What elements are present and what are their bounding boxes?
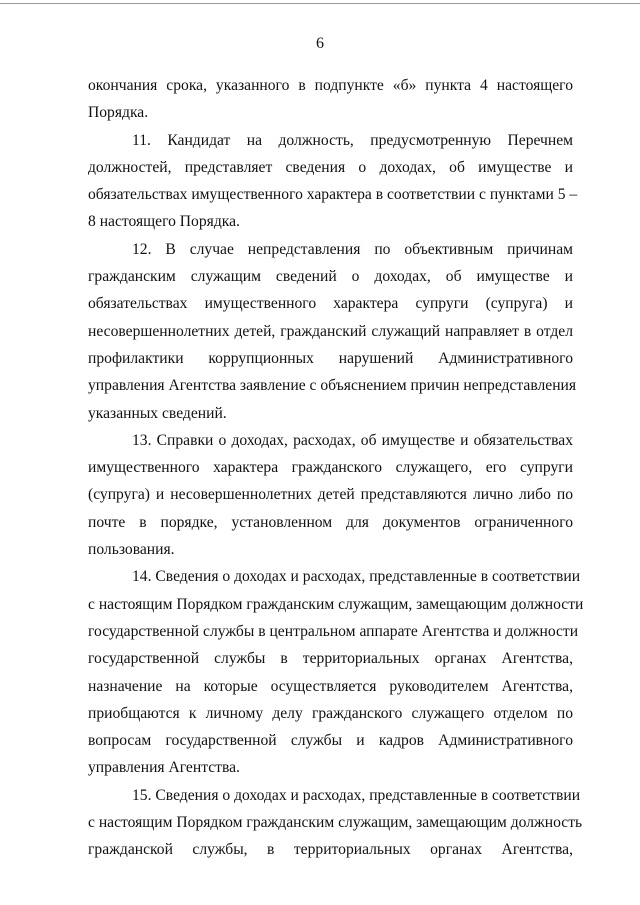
text-line: пользования. bbox=[88, 541, 175, 559]
text-line: 13. Справки о доходах, расходах, об имуществе и обязательствах bbox=[132, 431, 573, 449]
text-line: с настоящим Порядком гражданским служащим, замещающим должность bbox=[88, 814, 583, 832]
paragraph-13 bbox=[88, 427, 573, 563]
paragraph-15 bbox=[88, 782, 583, 864]
page-top-edge-line bbox=[0, 3, 640, 4]
document-body bbox=[88, 72, 584, 864]
paragraph-12 bbox=[88, 236, 577, 427]
text-line: государственной службы в территориальных органах Агентства, bbox=[88, 650, 573, 668]
text-line: гражданской службы, в территориальных органах Агентства, bbox=[88, 841, 573, 859]
text-line: несовершеннолетних детей, гражданский служащий направляет в отдел bbox=[88, 322, 573, 340]
text-line: управления Агентства заявление с объяснением причин непредставления bbox=[88, 377, 577, 395]
text-line: имущественного характера гражданского служащего, его супруги bbox=[88, 459, 573, 477]
text-line: приобщаются к личному делу гражданского служащего отделом по bbox=[88, 704, 573, 722]
text-line: обязательствах имущественного характера супруги (супруга) и bbox=[88, 295, 573, 313]
text-line: государственной службы в центральном аппарате Агентства и должности bbox=[88, 622, 579, 640]
text-line: почте в порядке, установленном для документов ограниченного bbox=[88, 513, 573, 531]
text-line: 11. Кандидат на должность, предусмотренную Перечнем bbox=[132, 131, 573, 149]
text-line: обязательствах имущественного характера в соответствии с пунктами 5 – bbox=[88, 186, 578, 204]
page-number: 6 bbox=[316, 35, 324, 52]
text-line: 15. Сведения о доходах и расходах, представленные в соответствии bbox=[132, 786, 581, 804]
text-line: должностей, представляет сведения о доходах, об имуществе и bbox=[88, 158, 573, 176]
text-line: с настоящим Порядком гражданским служащим, замещающим должности bbox=[88, 595, 584, 613]
text-line: окончания срока, указанного в подпункте «б» пункта 4 настоящего bbox=[88, 77, 573, 94]
text-line: вопросам государственной службы и кадров Административного bbox=[88, 732, 573, 750]
text-line: 14. Сведения о доходах и расходах, представленные в соответствии bbox=[132, 568, 581, 586]
text-line: Порядка. bbox=[88, 104, 149, 122]
paragraph-continuation bbox=[88, 72, 573, 127]
text-line: управления Агентства. bbox=[88, 759, 240, 777]
text-line: профилактики коррупционных нарушений Административного bbox=[88, 349, 573, 367]
text-line: 12. В случае непредставления по объективным причинам bbox=[132, 240, 573, 258]
text-line: 8 настоящего Порядка. bbox=[88, 213, 240, 231]
paragraph-14 bbox=[88, 563, 584, 781]
text-line: гражданским служащим сведений о доходах, об имуществе и bbox=[88, 268, 573, 286]
text-line: (супруга) и несовершеннолетних детей представляются лично либо по bbox=[88, 486, 573, 504]
paragraph-11 bbox=[88, 127, 578, 236]
text-line: указанных сведений. bbox=[88, 404, 227, 422]
text-line: назначение на которые осуществляется руководителем Агентства, bbox=[88, 677, 573, 695]
